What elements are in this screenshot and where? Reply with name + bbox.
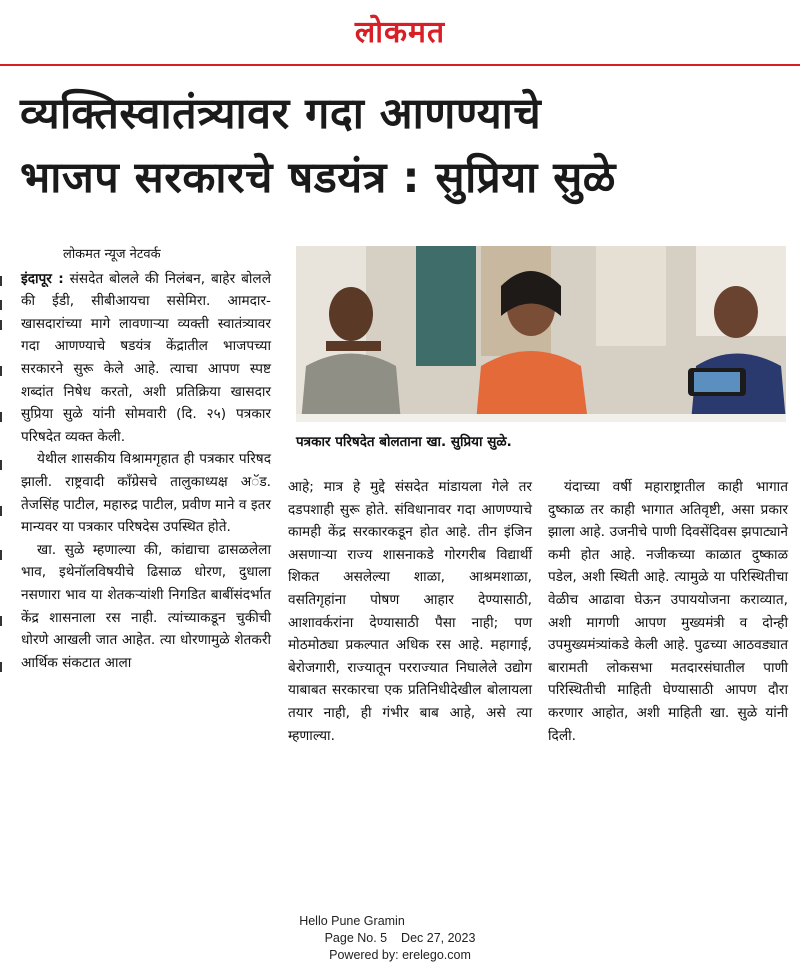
masthead-rule bbox=[0, 64, 800, 66]
newspaper-logo: लोकमत bbox=[354, 15, 446, 50]
edge-mark bbox=[0, 276, 8, 286]
headline bbox=[20, 82, 790, 210]
edge-mark bbox=[0, 320, 8, 330]
edge-mark bbox=[0, 550, 8, 560]
footer-powered-by: Powered by: erelego.com bbox=[329, 948, 471, 962]
dateline: इंदापूर : bbox=[21, 270, 64, 287]
headline-line-1: व्यक्तिस्वातंत्र्यावर गदा आणण्याचे bbox=[20, 89, 542, 139]
footer-page-number: Page No. 5 bbox=[324, 931, 388, 945]
article-paragraph: खा. सुळे म्हणाल्या की, कांद्याचा ढासळलेला भाव, इथेनॉलविषयीचे ढिसाळ धोरण, दुधाला नसणारा भाव या शेतकऱ्यांशी निगडित बाबींसंदर्भात केंद्र शासनाला रस नाही. त्यांच्याकडून चुकीची धोरणे आखली जात आहेत. त्या धोरणामुळे शेतकरी आर्थिक संकटात आला bbox=[21, 541, 271, 671]
press-conference-photo bbox=[296, 246, 786, 422]
article-column-1 bbox=[21, 244, 271, 674]
byline: लोकमत न्यूज नेटवर्क bbox=[63, 247, 161, 262]
edge-mark bbox=[0, 460, 8, 470]
edge-mark bbox=[0, 506, 8, 516]
article-paragraph: येथील शासकीय विश्रामगृहात ही पत्रकार परिषद झाली. राष्ट्रवादी काँग्रेसचे तालुकाध्यक्ष अॅड. तेजसिंह पाटील, महारुद्र पाटील, प्रवीण माने व इतर मान्यवर या पत्रकार परिषदेस उपस्थित होते. bbox=[21, 451, 271, 536]
photo-illustration bbox=[296, 246, 786, 422]
article-paragraph bbox=[21, 268, 271, 449]
masthead bbox=[0, 0, 800, 66]
edge-mark bbox=[0, 300, 8, 310]
footer-edition: Hello Pune Gramin bbox=[299, 914, 405, 928]
article-paragraph: यंदाच्या वर्षी महाराष्ट्रातील काही भागात दुष्काळ तर काही भागात अतिवृष्टी, असा प्रकार झाला आहे. उजनीचे पाणी दिवसेंदिवस झपाट्याने कमी होत आहे. नजीकच्या काळात दुष्काळ पडेल, अशी स्थिती आहे. त्यामुळे या परिस्थितीचा वेळीच आढावा घेऊन उपाययोजना कराव्यात, अशी मागणी आपण मुख्यमंत्री व दोन्ही उपमुख्यमंत्र्यांकडे केली आहे. पुढच्या आठवड्यात बारामती लोकसभा मतदारसंघातील पाणी परिस्थितीची माहिती घेण्यासाठी आपण दौरा करणार आहोत, अशी माहिती खा. सुळे यांनी दिली. bbox=[548, 479, 788, 744]
article-column-3 bbox=[548, 476, 788, 747]
edge-mark bbox=[0, 616, 8, 626]
footer-date: Dec 27, 2023 bbox=[401, 931, 476, 945]
edge-mark bbox=[0, 366, 8, 376]
photo-caption: पत्रकार परिषदेत बोलताना खा. सुप्रिया सुळे. bbox=[296, 434, 512, 450]
edge-mark bbox=[0, 662, 8, 672]
paragraph-text: संसदेत बोलले की निलंबन, बाहेर बोलले की ईडी, सीबीआयचा ससेमिरा. आमदार-खासदारांच्या मागे लावणाऱ्या व्यक्ती स्वातंत्र्यावर गदा आणण्याचे षडयंत्र केंद्रातील भाजपच्या सरकारने सुरू केले आहे. त्याचा आपण स्पष्ट शब्दांत निषेध करतो, अशी प्रतिक्रिया खासदार सुप्रिया सुळे यांनी सोमवारी (दि. २५) पत्रकार परिषदेत व्यक्त केली. bbox=[21, 270, 271, 445]
article-column-2 bbox=[288, 476, 532, 747]
edge-mark bbox=[0, 412, 8, 422]
footer-page-info bbox=[0, 931, 800, 945]
headline-line-2: भाजप सरकारचे षडयंत्र : सुप्रिया सुळे bbox=[20, 153, 616, 203]
article-paragraph: आहे; मात्र हे मुद्दे संसदेत मांडायला गेले तर दडपशाही सुरू होते. संविधानावर गदा आणण्याचे कामही केंद्र सरकारकडून होत आहे. तीन इंजिन असणाऱ्या राज्य शासनाकडे गोरगरीब विद्यार्थी शिकत असलेल्या शाळा, आश्रमशाळा, वसतिगृहांना पोषण आहार देण्यासाठी, आशावर्करांना देण्यासाठी पैसा नाही; पण मोठमोठ्या प्रकल्पात अधिक रस आहे. महागाई, बेरोजगारी, राज्यातून परराज्यात निघालेले उद्योग याबाबत सरकारचा एक प्रतिनिधीदेखील बोलायला तयार नाही, ही गंभीर बाब आहे, असे त्या म्हणाल्या. bbox=[288, 479, 532, 744]
